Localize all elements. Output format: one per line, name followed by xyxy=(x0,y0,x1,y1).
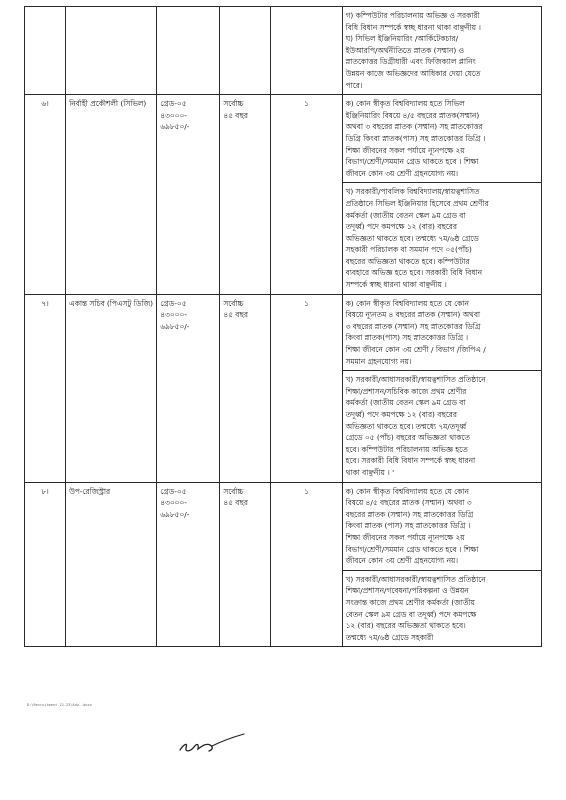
serial-number-cell xyxy=(25,294,66,482)
qualification-line: বিভাগ/শ্রেণী/সমমান গ্রেড থাকতে হবে । শিক্ষা xyxy=(345,157,479,167)
qualification-line: সংক্রান্ত কাজে প্রথম শ্রেণীর কর্মকর্তা (জাতীয় xyxy=(345,597,475,607)
age-limit-line: ৪৫ বছর xyxy=(223,498,248,508)
grade-scale-cell xyxy=(157,7,220,95)
qualification-line: বছরের স্নাতক (সম্মান) সহ স্নাতকোত্তর ডিগ্রি xyxy=(345,509,474,519)
qualification-line: শিক্ষা জীবনের সকল পর্যায়ে ন্যূনপক্ষে ২য় xyxy=(345,145,465,155)
post-count: ১ xyxy=(304,298,309,308)
qualification-line: হবে। সরকারী বিধি বিধান সম্পর্কে স্বচ্ছ ধারনা xyxy=(345,456,476,466)
qualification-line: উন্নয়ন কাজে অভিজ্ঞদের আধিকার দেয়া যেতে xyxy=(345,68,481,78)
qualification-line: কর্মকর্তা (জাতীয় বেতন স্কেল ৯ম গ্রেড বা xyxy=(345,398,466,408)
grade-scale-line: ৬৯৮৫০/- xyxy=(160,321,190,331)
qualification-line: গ) কম্পিউটার পরিচালনায় অভিজ্ঞ ও সরকারী xyxy=(345,11,480,20)
qualification-line: থাকা বাঞ্ছনীয় । ' xyxy=(345,467,395,477)
footer-file-path: D:\Recruitment 22-23\Adv..docx xyxy=(27,703,92,707)
qualification-line: বিভাগ/শ্রেণী/সমমান গ্রেড থাকতে হবে । শিক্ষা xyxy=(345,544,479,554)
post-name-cell xyxy=(66,95,157,295)
table-row xyxy=(25,482,542,570)
qualification-line: বিষয়ে ন্যূনতম ৪ বছরের স্নাতক (সম্মান) অথবা xyxy=(345,310,481,320)
table-row xyxy=(25,294,542,371)
qualification-line: ইউআরপি/অর্থনীতিতে স্নাতক (সম্মান) ও xyxy=(345,45,465,55)
age-limit-line: সর্বোচ্চ xyxy=(223,298,244,308)
qualification-line: প্রতিষ্ঠানে সিভিল ইঞ্জিনিয়ার হিসেবে প্রথম শ্রেণীর xyxy=(345,198,489,208)
post-name: উপ-রেজিস্ট্রার xyxy=(69,486,111,496)
age-limit-cell xyxy=(220,482,271,647)
age-limit-line: ৪৫ বছর xyxy=(223,110,248,120)
qualification-line: গ্রেডে ০৫ (পাঁচ) বছরের অভিজ্ঞতা থাকতে xyxy=(345,433,470,443)
qualification-line: শিক্ষা জীবনের সকল পর্যায়ে ন্যূনপক্ষে ২য় xyxy=(345,532,465,542)
serial-number-cell xyxy=(25,482,66,647)
qualification-line: শিক্ষা/প্রশাসন/সচিবিক কাজে প্রথম শ্রেণীর xyxy=(345,386,467,396)
requirements-table-body xyxy=(25,7,542,647)
grade-scale-line: ৪৩০০০- xyxy=(160,110,187,120)
qualification-line: কিংবা স্নাতক (পাস) সহ স্নাতকোত্তর ডিগ্রি । xyxy=(345,521,471,531)
qualification-line: সম্পর্কে স্বচ্ছ ধারনা থাকা বাঞ্ছনীয় । xyxy=(345,280,447,290)
grade-scale-cell xyxy=(157,482,220,647)
qualification-line: ৩ বছরের স্নাতক (সম্মান) সহ স্নাতকোত্তর ডিগ্রি xyxy=(345,321,481,331)
serial-number: ৮। xyxy=(41,486,49,496)
qualification-line: অথবা ৩ বছরের স্নাতক (সম্মান) সহ স্নাতকোত্তর xyxy=(345,122,483,132)
serial-number: ৭। xyxy=(41,298,49,308)
qualification-line: ক) কোন স্বীকৃত বিশ্ববিদ্যালয় হতে যে কোন xyxy=(345,298,469,308)
qualification-line: খ) সরকারী/আধাসরকারী/স্বায়ত্বশাসিত প্রতিষ্ঠানে xyxy=(345,375,486,385)
qualification-line: ডিগ্রি কিংবা স্নাতক(পাস) সহ স্নাতকোত্তর ডিগ্রি । xyxy=(345,133,486,143)
grade-scale-line: ৪৩০০০- xyxy=(160,498,187,508)
grade-scale-line: গ্রেড-০৫ xyxy=(160,298,187,308)
grade-scale-line: ৪৩০০০- xyxy=(160,310,187,320)
qualification-cell xyxy=(342,183,541,294)
qualification-line: স্নাতকোত্তর ডিগ্রীধারী এবং ফিজিক্যাল প্লানিং xyxy=(345,57,476,67)
age-limit-cell xyxy=(220,95,271,295)
post-name-cell xyxy=(66,7,157,95)
qualification-line: বছরের অভিজ্ঞতা থাকতে হবে। কম্পিউটার xyxy=(345,256,470,266)
qualification-line: ১২ (বার) বছরের অভিজ্ঞতা থাকতে হবে। xyxy=(345,621,466,631)
post-name-cell xyxy=(66,294,157,482)
qualification-cell xyxy=(342,7,541,95)
age-limit-line: ৪৫ বছর xyxy=(223,310,248,320)
qualification-line: পারে। xyxy=(345,80,363,90)
qualification-line: খ) সরকারী/আধাসরকারী/স্বায়ত্বশাসিত প্রতিষ্ঠানে xyxy=(345,574,486,584)
qualification-line: শিক্ষা জীবনে কোন ৩য় শ্রেণী / বিভাগ /জিপিএ / xyxy=(345,345,486,355)
age-limit-cell xyxy=(220,7,271,95)
requirements-table xyxy=(24,6,542,647)
qualification-cell xyxy=(342,95,541,183)
grade-scale-line: গ্রেড-০৫ xyxy=(160,99,187,109)
grade-scale-line: ৬৯৮৫০/- xyxy=(160,122,190,132)
qualification-line: হবে। কম্পিউটার পরিচালনায় অভিজ্ঞ হতে xyxy=(345,444,468,454)
serial-number-cell xyxy=(25,95,66,295)
serial-number-cell xyxy=(25,7,66,95)
grade-scale-line: ৬৯৮৫০/- xyxy=(160,509,190,519)
qualification-line: তদূর্ধ্ব) পদে কমপক্ষে ১২ (বার) বছরের xyxy=(345,222,457,232)
table-row xyxy=(25,95,542,183)
qualification-line: ব্যবহারে অভিজ্ঞ হতে হবে। সরকারী বিধি বিধান xyxy=(345,268,483,278)
post-name: একান্ত সচিব (পিএসটু ডিজি) xyxy=(69,298,153,308)
post-count-cell xyxy=(271,482,342,647)
qualification-line: ক) কোন স্বীকৃত বিশ্ববিদ্যালয় হতে সিভিল xyxy=(345,99,465,109)
age-limit-line: সর্বোচ্চ xyxy=(223,486,244,496)
qualification-line: ঘ) সিভিল ইঞ্জিনিয়ারিং /আর্কিটেকচার/ xyxy=(345,34,459,44)
qualification-line: বিষয়ে ৪/৫ বছরের স্নাতক (সম্মান) অথবা ৩ xyxy=(345,498,472,508)
qualification-line: শিক্ষা/প্রশাসন/গবেষনা/পরিকল্পনা ও উন্নয়ন xyxy=(345,586,469,596)
qualification-line: তদূর্ধ্ব) পদে কমপক্ষে ১২ (বার) বছরের xyxy=(345,410,457,419)
qualification-line: কিংবা স্নাতক(পাস) সহ স্নাতকোত্তর ডিগ্রি । xyxy=(345,333,469,343)
qualification-line: কর্মকর্তা (জাতীয় বেতন স্কেল ৯ম গ্রেড বা xyxy=(345,210,466,220)
qualification-line: ইঞ্জিনিয়ারিং বিষয়ে ৪/৫ বছরের স্নাতক(সম্মান) xyxy=(345,110,480,120)
post-count: ১ xyxy=(304,99,309,109)
qualification-line: অভিজ্ঞতা থাকতে হবে। তন্মধ্যে ৭ম/৬ষ্ঠ গ্রেডে xyxy=(345,233,479,243)
qualification-cell xyxy=(342,371,541,482)
qualification-line: সহকারী পরিচালক বা সমমান পদে ০৫(পাঁচ) xyxy=(345,245,472,255)
qualification-line: তন্মধ্যে ৭ম/৬ষ্ঠ গ্রেডে সহকারী xyxy=(345,632,434,642)
post-count-cell xyxy=(271,294,342,482)
grade-scale-cell xyxy=(157,294,220,482)
qualification-line: অভিজ্ঞতা থাকতে হবে। তন্মধ্যে ৭ম/তদূর্ধ্ব xyxy=(345,421,467,431)
qualification-cell xyxy=(342,482,541,570)
age-limit-cell xyxy=(220,294,271,482)
qualification-line: জীবনে কোন ৩য় শ্রেণী গ্রহনযোগ্য নয়। xyxy=(345,168,458,178)
qualification-line: বেতন স্কেল ৯ম গ্রেড বা তদূর্ধ্ব) পদে কমপক্ষে xyxy=(345,609,477,619)
qualification-cell xyxy=(342,570,541,647)
post-count-cell xyxy=(271,7,342,95)
qualification-line: বিধি বিধান সম্পর্কে স্বচ্ছ ধারনা থাকা বাঞ্ছনীয় । xyxy=(345,22,481,32)
qualification-line: খ) সরকারী/পাবলিক বিশ্ববিদ্যালয়/স্বায়ত্বশাসিত xyxy=(345,187,480,197)
post-count-cell xyxy=(271,95,342,295)
post-count: ১ xyxy=(304,486,309,496)
grade-scale-line: গ্রেড-০৫ xyxy=(160,486,187,496)
table-row xyxy=(25,7,542,95)
post-name: নির্বাহী প্রকৌশলী (সিভিল) xyxy=(69,99,147,109)
qualification-cell xyxy=(342,294,541,371)
signature-mark xyxy=(176,730,248,760)
serial-number: ৬। xyxy=(41,99,49,109)
age-limit-line: সর্বোচ্চ xyxy=(223,99,244,109)
qualification-line: ক) কোন স্বীকৃত বিশ্ববিদ্যালয় হতে যে কোন xyxy=(345,486,469,496)
qualification-line: জীবনে কোন ৩য় শ্রেণী গ্রহনযোগ্য নয়। xyxy=(345,556,458,566)
grade-scale-cell xyxy=(157,95,220,295)
post-name-cell xyxy=(66,482,157,647)
qualification-line: সমমান গ্রহনযোগ্য নয়। xyxy=(345,356,412,366)
